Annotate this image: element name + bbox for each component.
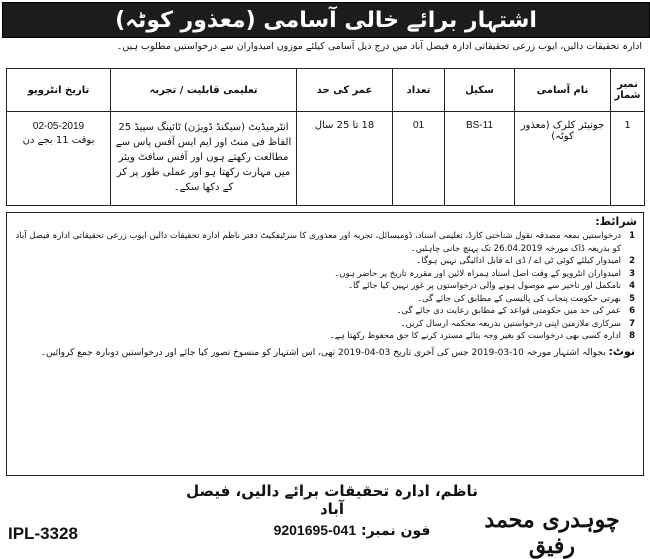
office-name: ناظم، ادارہ تحقیقات برائے دالیں، فیصل آباد xyxy=(186,482,478,518)
condition-item xyxy=(7,293,643,306)
condition-item xyxy=(7,255,643,268)
condition-text: درخواستیں بمعہ مصدقہ نقول شناختی کارڈ، تعلیمی اسناد، ڈومیسائل، تجربہ اور معذوری کا سرٹیفکیٹ دفتر ناظم ادارہ تحقیقات دالیں ایوب زرعی تحقیقاتی ادارہ فیصل آباد کو بذریعہ ڈاک مورخہ 26.04.2019 تک پہنچ جانی چاہئیں۔ xyxy=(15,231,621,254)
condition-item xyxy=(7,230,643,255)
condition-item xyxy=(7,280,643,293)
cell-post: جونیئر کلرک (معذور کوٹہ) xyxy=(515,112,611,206)
header-interview-date: تاریخ انٹرویو xyxy=(7,69,111,112)
header-qualification: تعلیمی قابلیت / تجربہ xyxy=(111,69,297,112)
condition-text: ادارہ کسی بھی درخواست کو بغیر وجہ بتائے مسترد کرنے کا حق محفوظ رکھتا ہے۔ xyxy=(329,331,621,341)
condition-number: 7 xyxy=(629,318,635,329)
signatory-name: چوہدری محمد رفیق xyxy=(484,507,620,559)
condition-text: امیدوار کیلئے کوئی ٹی اے / ڈی اے قابل ادائیگی نہیں ہوگا۔ xyxy=(416,256,621,266)
condition-text: بھرتی حکومت پنجاب کی پالیسی کے مطابق کی جائے گی۔ xyxy=(417,293,621,304)
condition-number: 3 xyxy=(629,268,635,279)
header-count: تعداد xyxy=(393,69,445,112)
conditions-title: شرائط: xyxy=(595,215,637,228)
condition-text: امیدواران انٹرویو کے وقت اصل اسناد ہمراہ لائیں اور مقررہ تاریخ پر حاضر ہوں۔ xyxy=(334,268,621,279)
table-header-row xyxy=(7,69,645,112)
condition-number: 6 xyxy=(629,306,635,316)
condition-text: سرکاری ملازمین اپنی درخواستیں بذریعہ محکمہ ارسال کریں۔ xyxy=(400,318,621,329)
condition-item xyxy=(7,268,643,281)
condition-number: 1 xyxy=(629,231,635,241)
condition-number: 4 xyxy=(629,281,635,291)
note-block xyxy=(7,343,643,362)
intro-text: ادارہ تحقیقات دالیں، ایوب زرعی تحقیقاتی ادارہ فیصل آباد میں درج ذیل آسامی کیلئے موزوں امیدواران سے درخواستیں مطلوب ہیں۔ xyxy=(116,41,642,52)
condition-item xyxy=(7,305,643,318)
cell-age: 18 تا 25 سال xyxy=(297,112,393,206)
phone-number: 041-9201695 xyxy=(273,522,357,538)
condition-item xyxy=(7,330,643,343)
condition-text: عمر کی حد میں حکومتی قواعد کے مطابق رعایت دی جائے گی۔ xyxy=(396,306,621,316)
conditions-section xyxy=(6,212,644,476)
header-serial: نمبر شمار xyxy=(611,69,645,112)
cell-scale: BS-11 xyxy=(445,112,515,206)
condition-item xyxy=(7,318,643,331)
cell-serial: 1 xyxy=(611,112,645,206)
advertisement-title: اشتہار برائے خالی آسامی (معذور کوٹہ) xyxy=(2,2,650,38)
cell-qualification: انٹرمیڈیٹ (سیکنڈ ڈویژن) ٹائپنگ سپیڈ 25 الفاظ فی منٹ اور ایم ایس آفس پاس سے مطالعت رکھتے ہوں اور آفس سافٹ ویئر میں مہارت رکھتا ہو اور عملی طور پر کر کے دکھا سکے۔ xyxy=(111,112,297,206)
note-text: بحوالہ اشتہار مورخہ 10-03-2019 جس کی آخری تاریخ 03-04-2019 تھی، اس اشتہار کو منسوخ تصور کیا جائے اور درخواستیں دوبارہ جمع کروائیں۔ xyxy=(40,347,606,358)
interview-date: 02-05-2019 xyxy=(32,121,85,132)
note-label: نوٹ: xyxy=(608,344,635,358)
interview-time: بوقت 11 بجے دن xyxy=(22,135,95,146)
header-age: عمر کی حد xyxy=(297,69,393,112)
header-post: نام آسامی xyxy=(515,69,611,112)
phone-label: فون نمبر: xyxy=(360,523,431,539)
condition-number: 8 xyxy=(629,331,635,341)
cell-interview xyxy=(7,112,111,206)
cell-count: 01 xyxy=(393,112,445,206)
header-scale: سکیل xyxy=(445,69,515,112)
condition-number: 2 xyxy=(629,256,635,266)
reference-code: IPL-3328 xyxy=(8,524,78,543)
table-row xyxy=(7,112,645,206)
vacancy-table xyxy=(6,68,645,206)
condition-text: نامکمل اور تاخیر سے موصول ہونے والی درخواستوں پر غور نہیں کیا جائے گا۔ xyxy=(347,281,621,291)
advertisement-page xyxy=(2,2,648,559)
condition-number: 5 xyxy=(629,293,635,304)
phone-line xyxy=(232,522,472,539)
